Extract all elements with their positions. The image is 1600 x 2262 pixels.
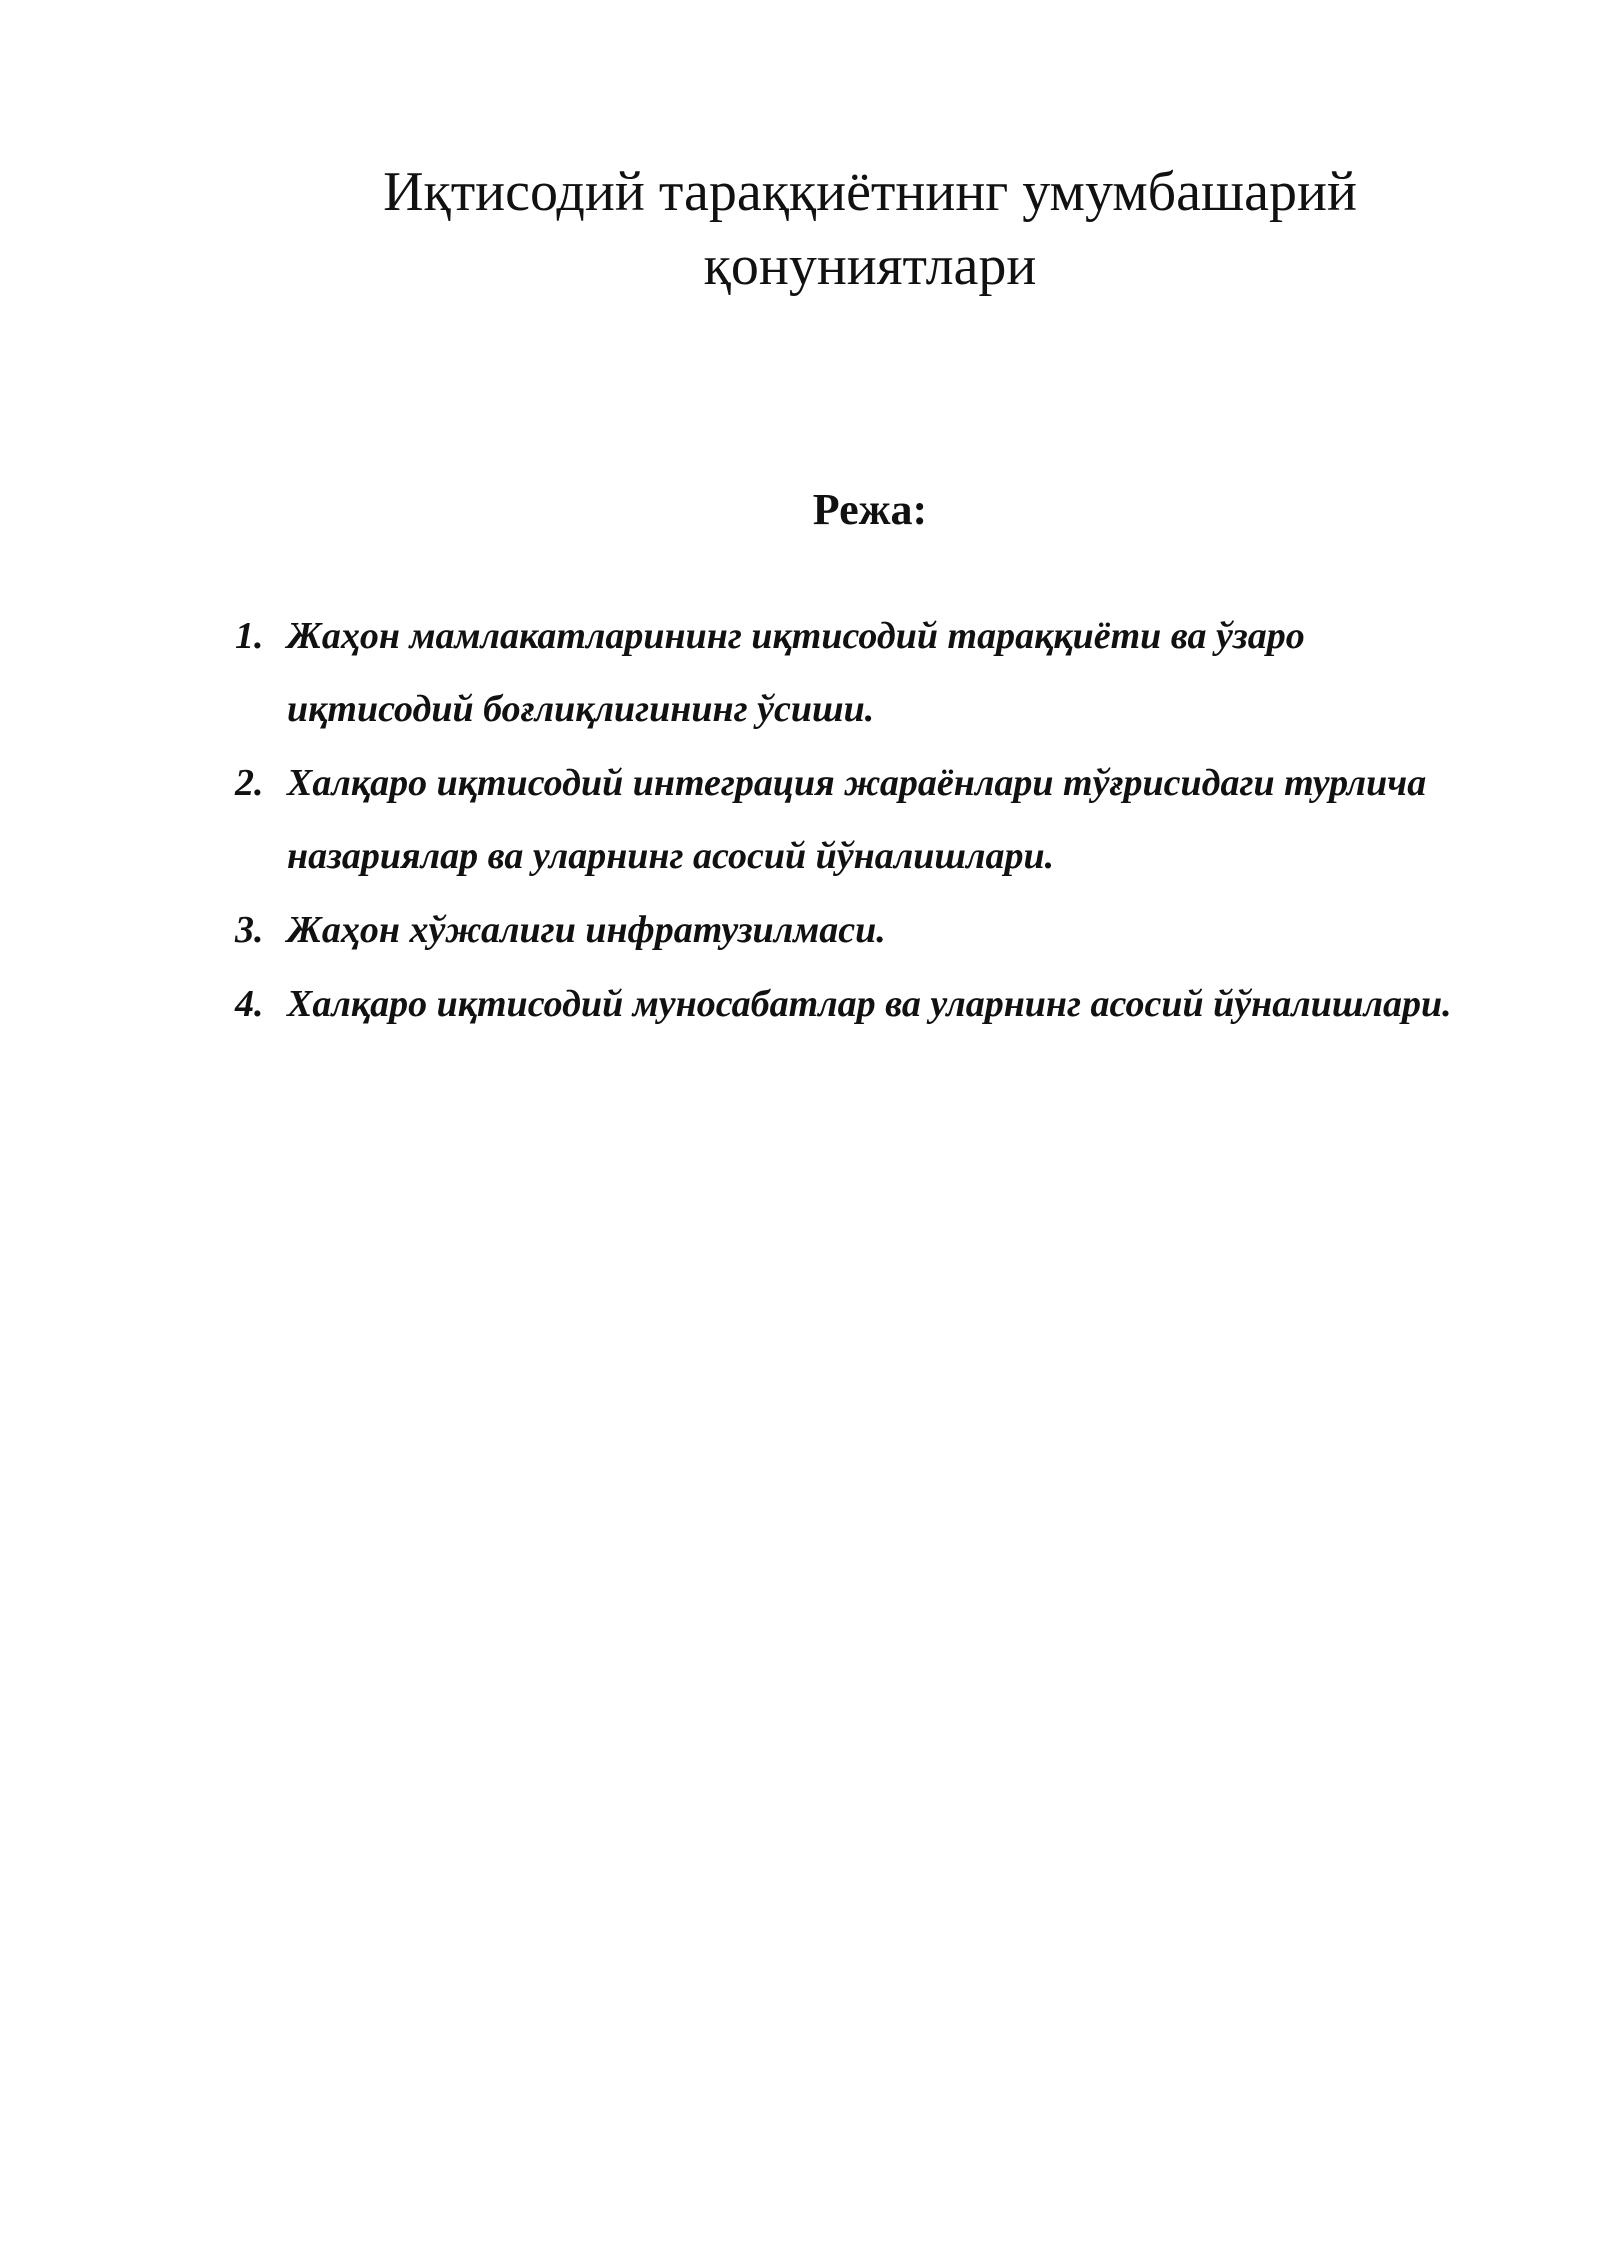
plan-item-number: 4. bbox=[235, 983, 264, 1025]
plan-item-text: Жаҳон мамлакатларининг иқтисодий тараққиёти ва ўзаро иқтисодий боғлиқлигининг ўсиши. bbox=[287, 615, 1305, 730]
document-title bbox=[250, 155, 1490, 303]
plan-item-text: Жаҳон хўжалиги инфратузилмаси. bbox=[287, 909, 886, 951]
plan-item-text: Халқаро иқтисодий муносабатлар ва уларнинг асосий йўналишлари. bbox=[287, 983, 1452, 1025]
plan-item-4 bbox=[235, 968, 1485, 1041]
plan-item-number: 1. bbox=[235, 615, 264, 657]
title-line-1: Иқтисодий тараққиётнинг умумбашарий bbox=[383, 161, 1357, 223]
plan-item-1 bbox=[235, 600, 1485, 746]
title-line-2: қонуниятлари bbox=[703, 235, 1037, 297]
plan-heading: Режа: bbox=[812, 485, 928, 534]
plan-item-text: Халқаро иқтисодий интеграция жараёнлари тўғрисидаги турлича назариялар ва уларнинг асосий йўналишлари. bbox=[287, 762, 1427, 877]
plan-list bbox=[235, 600, 1485, 1042]
plan-item-3 bbox=[235, 894, 1485, 967]
plan-item-number: 2. bbox=[235, 762, 264, 804]
plan-item-2 bbox=[235, 747, 1485, 893]
plan-item-number: 3. bbox=[235, 909, 264, 951]
